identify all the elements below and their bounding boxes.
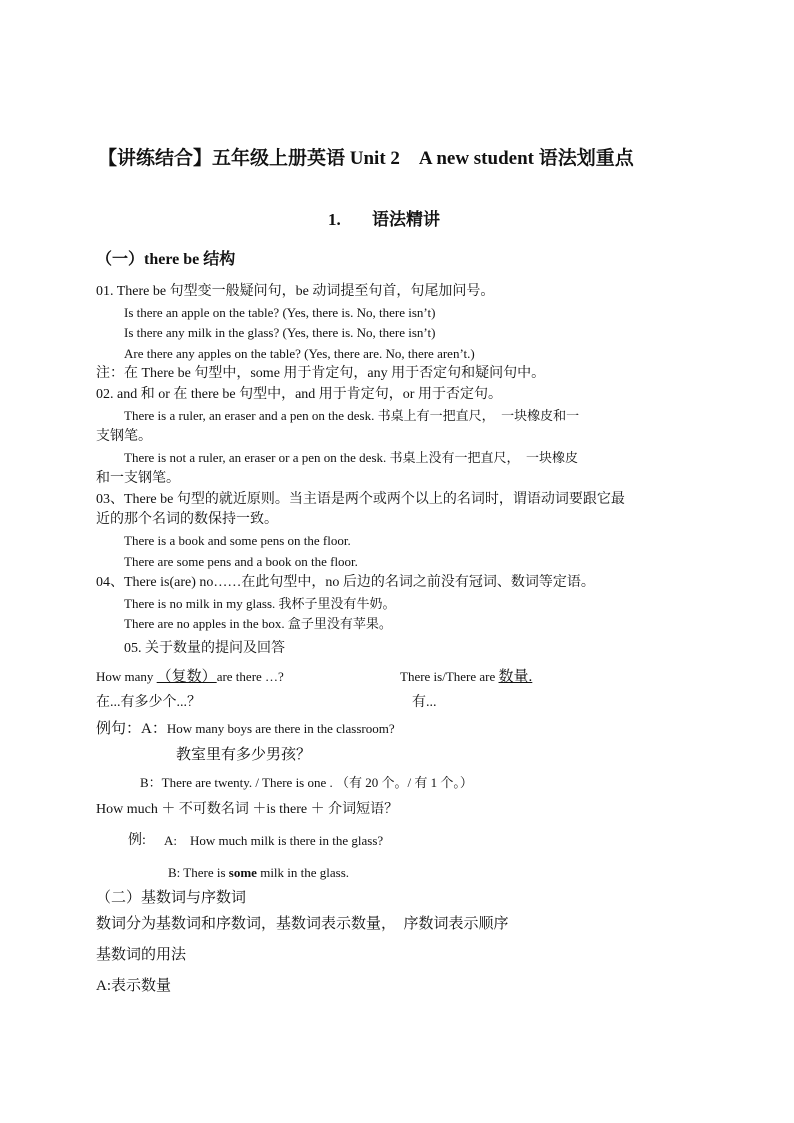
howmuch-example-label: 例:: [128, 833, 146, 848]
example-04a: There is no milk in my glass. 我杯子里没有牛奶。: [124, 596, 396, 611]
example-02b-line2: 和一支钢笔。: [96, 471, 180, 486]
howmany-cn-answer: 有...: [412, 695, 437, 710]
section-number: 1.: [328, 210, 341, 229]
howmuch-b-post: milk in the glass.: [256, 865, 350, 880]
howmany-answer-quantity: 数量.: [498, 669, 533, 685]
howmany-answer-pattern: [400, 668, 532, 686]
example-sentence-b: B：There are twenty. / There is one . （有 20 个。/ 有 1 个。）: [140, 775, 473, 790]
rule-01: 01. There be 句型变一般疑问句，be 动词提至句首，句尾加问号。: [96, 284, 495, 299]
howmany-question-post: are there …?: [216, 669, 284, 684]
example-02a-line1: There is a ruler, an eraser and a pen on the desk. 书桌上有一把直尺， 一块橡皮和一: [124, 408, 580, 423]
example-label: 例句：A：: [96, 721, 167, 737]
rule-03-line1: 03、There be 句型的就近原则。当主语是两个或两个以上的名词时，谓语动词要跟它最: [96, 492, 625, 507]
part1-heading: （一）there be 结构: [96, 251, 236, 268]
example-01a: Is there an apple on the table? (Yes, there is. No, there isn’t): [124, 305, 436, 320]
rule-05: 05. 关于数量的提问及回答: [124, 641, 285, 656]
example-03b: There are some pens and a book on the floor.: [124, 554, 358, 569]
rule-04: 04、There is(are) no……在此句型中，no 后边的名词之前没有冠词、数词等定语。: [96, 575, 595, 590]
example-03a: There is a book and some pens on the floor.: [124, 533, 351, 548]
document-title: 【讲练结合】五年级上册英语 Unit 2 A new student 语法划重点: [98, 148, 634, 169]
rule-02: 02. and 和 or 在 there be 句型中，and 用于肯定句，or 用于否定句。: [96, 387, 502, 402]
howmany-answer-pre: There is/There are: [400, 669, 499, 684]
example-a-text: How many boys are there in the classroom?: [166, 721, 395, 736]
howmuch-example-a: A: How much milk is there in the glass?: [164, 833, 384, 848]
example-a-translation: 教室里有多少男孩？: [176, 747, 312, 763]
howmuch-b-some: some: [228, 865, 257, 880]
howmany-question-pre: How many: [96, 669, 157, 684]
part2-heading: （二）基数词与序数词: [96, 890, 247, 906]
howmany-question-plural: （复数）: [156, 669, 217, 685]
howmuch-b-pre: B: There is: [168, 865, 229, 880]
example-sentence-a: [96, 720, 395, 739]
part2-paragraph-3: A:表示数量: [96, 978, 172, 994]
howmany-question-pattern: [96, 668, 284, 686]
howmany-cn-question: 在...有多少个...？: [96, 695, 201, 710]
note-line: 注：在 There be 句型中，some 用于肯定句，any 用于否定句和疑问句中。: [96, 366, 546, 381]
example-01b: Is there any milk in the glass? (Yes, there is. No, there isn’t): [124, 325, 436, 340]
example-02a-line2: 支钢笔。: [96, 429, 152, 444]
howmuch-example-b: [168, 864, 349, 882]
example-01c: Are there any apples on the table? (Yes, there are. No, there aren’t.): [124, 346, 475, 361]
example-02b-line1: There is not a ruler, an eraser or a pen on the desk. 书桌上没有一把直尺， 一块橡皮: [124, 450, 579, 465]
rule-03-line2: 近的那个名词的数保持一致。: [96, 512, 278, 527]
part2-paragraph-2: 基数词的用法: [96, 947, 187, 963]
example-04b: There are no apples in the box. 盒子里没有苹果。: [124, 616, 392, 631]
howmuch-formula: How much ＋ 不可数名词 ＋is there ＋ 介词短语？: [96, 802, 399, 817]
section-title: 语法精讲: [372, 210, 440, 229]
part2-paragraph-1: 数词分为基数词和序数词，基数词表示数量， 序数词表示顺序: [96, 916, 509, 932]
